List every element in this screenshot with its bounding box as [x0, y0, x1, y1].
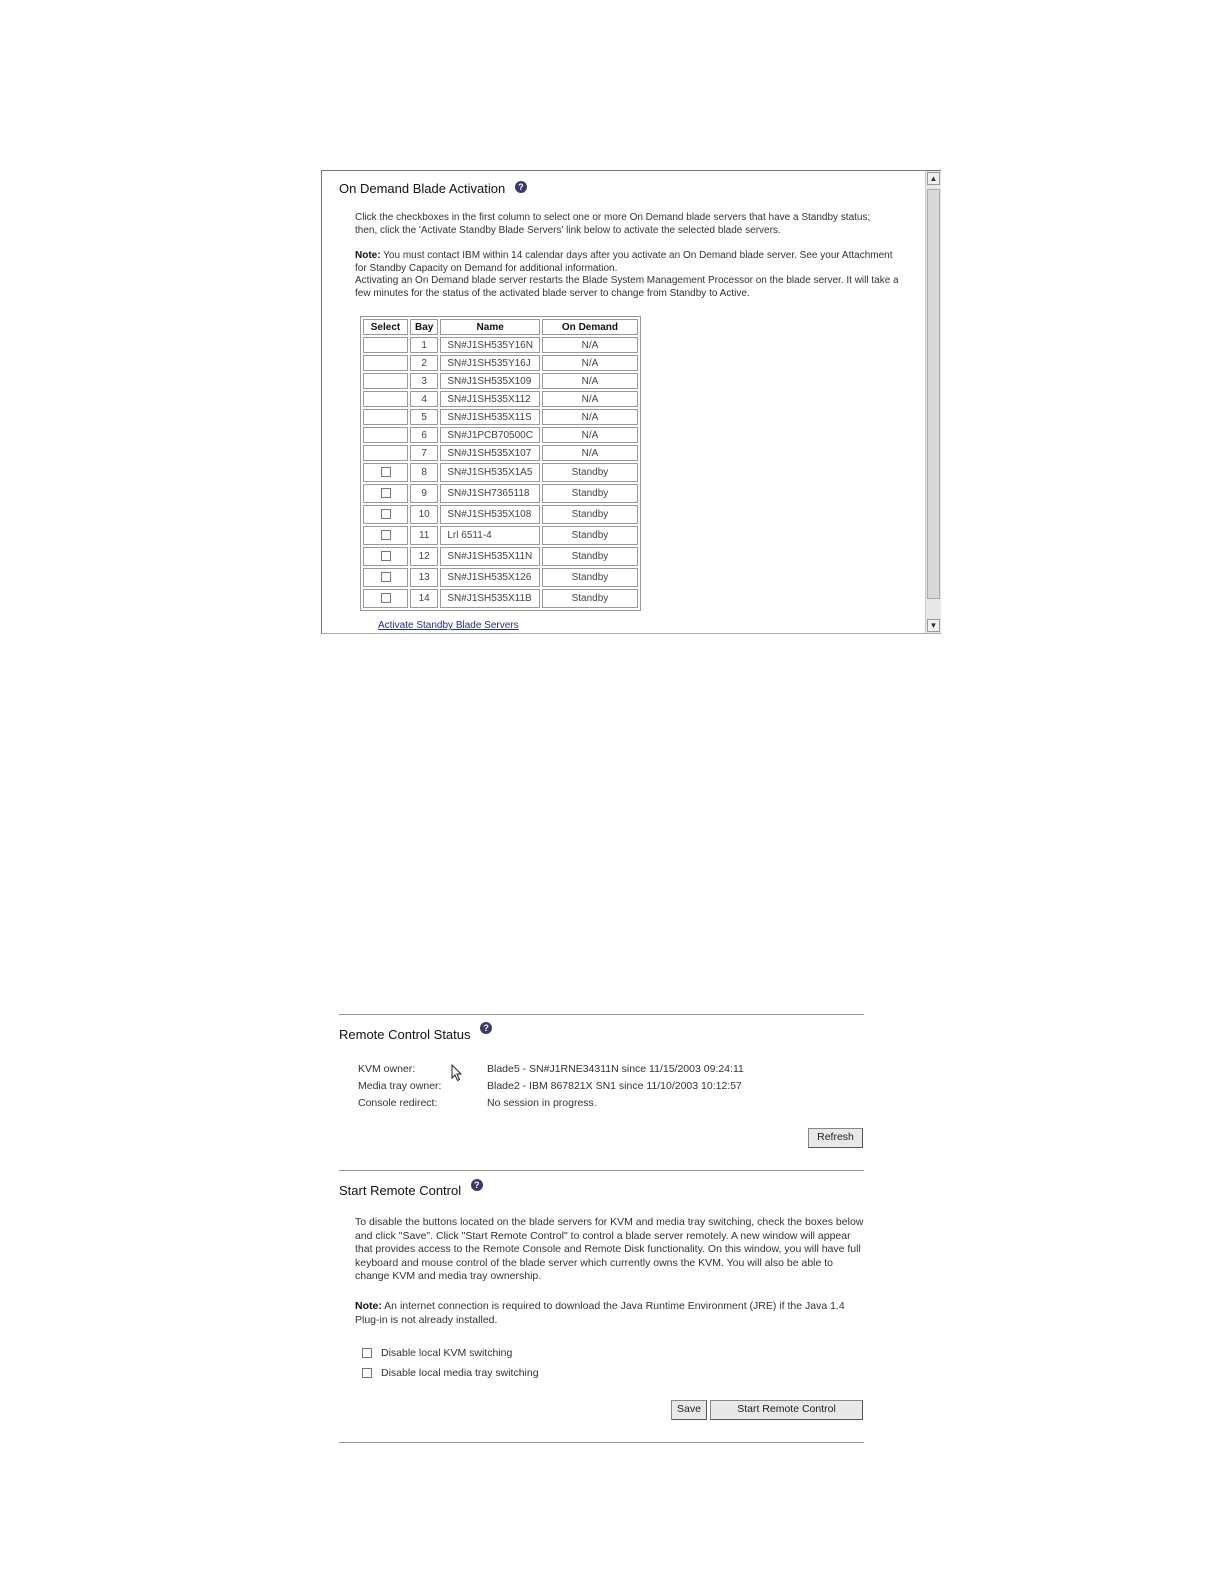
bay-cell: 8 — [410, 463, 438, 482]
start-remote-note — [355, 1300, 865, 1327]
select-checkbox[interactable] — [381, 488, 391, 498]
save-button[interactable]: Save — [671, 1400, 707, 1420]
select-cell — [363, 355, 408, 371]
on-demand-status-cell: N/A — [542, 355, 638, 371]
bay-cell: 12 — [410, 547, 438, 566]
on-demand-status-cell: Standby — [542, 484, 638, 503]
scroll-thumb[interactable] — [927, 189, 940, 599]
bay-cell: 13 — [410, 568, 438, 587]
help-icon[interactable]: ? — [471, 1179, 483, 1191]
name-cell: SN#J1SH535X112 — [440, 391, 540, 407]
bay-cell: 10 — [410, 505, 438, 524]
name-cell: SN#J1SH535X1A5 — [440, 463, 540, 482]
bay-cell: 11 — [410, 526, 438, 545]
name-cell: SN#J1SH535X107 — [440, 445, 540, 461]
table-row — [363, 373, 638, 389]
on-demand-status-cell: N/A — [542, 373, 638, 389]
column-header-bay: Bay — [410, 319, 438, 335]
select-checkbox[interactable] — [381, 467, 391, 477]
select-checkbox[interactable] — [381, 530, 391, 540]
console-redirect-value: No session in progress. — [487, 1097, 597, 1109]
kvm-owner-value: Blade5 - SN#J1RNE34311N since 11/15/2003 09:24:11 — [487, 1063, 744, 1075]
on-demand-status-cell: N/A — [542, 391, 638, 407]
column-header-on-demand: On Demand — [542, 319, 638, 335]
note-text: An internet connection is required to download the Java Runtime Environment (JRE) if the Java 1.4 Plug-in is not already installed. — [355, 1300, 845, 1326]
bay-cell: 7 — [410, 445, 438, 461]
help-icon[interactable]: ? — [515, 181, 527, 193]
name-cell: Lrl 6511-4 — [440, 526, 540, 545]
disable-kvm-label: Disable local KVM switching — [381, 1347, 513, 1359]
on-demand-status-cell: Standby — [542, 505, 638, 524]
name-cell: SN#J1SH535X109 — [440, 373, 540, 389]
on-demand-status-cell: Standby — [542, 463, 638, 482]
divider — [339, 1170, 864, 1171]
name-cell: SN#J1SH7365118 — [440, 484, 540, 503]
on-demand-intro: Click the checkboxes in the first column to select one or more On Demand blade servers that have a Standby status; then, click the 'Activate Standby Blade Servers' link below to activate the selected blade servers. — [355, 212, 871, 236]
scroll-down-arrow-icon[interactable]: ▼ — [927, 619, 940, 632]
note-text: You must contact IBM within 14 calendar days after you activate an On Demand blade server. See your Attachment for Standby Capacity on Demand for additional information. — [355, 250, 893, 274]
disable-kvm-checkbox[interactable] — [362, 1348, 372, 1358]
on-demand-title: On Demand Blade Activation — [339, 181, 506, 196]
bay-cell: 3 — [410, 373, 438, 389]
select-checkbox[interactable] — [381, 593, 391, 603]
table-row — [363, 568, 638, 587]
name-cell: SN#J1SH535X11B — [440, 589, 540, 608]
select-cell — [363, 589, 408, 608]
table-row — [363, 463, 638, 482]
select-cell — [363, 409, 408, 425]
select-cell — [363, 568, 408, 587]
on-demand-status-cell: Standby — [542, 589, 638, 608]
table-row — [363, 547, 638, 566]
select-cell — [363, 547, 408, 566]
table-row — [363, 484, 638, 503]
start-remote-title: Start Remote Control — [339, 1183, 462, 1198]
kvm-owner-label: KVM owner: — [358, 1063, 416, 1075]
select-cell — [363, 337, 408, 353]
table-row — [363, 589, 638, 608]
disable-media-tray-row — [362, 1367, 539, 1379]
on-demand-title-row — [339, 181, 527, 196]
start-remote-intro: To disable the buttons located on the blade servers for KVM and media tray switching, check the boxes below and click "Save". Click "Start Remote Control" to control a blade server remotely. A new window will appear that provides access to the Remote Console and Remote Disk functionality. On this window, you will have full keyboard and mouse control of the blade server which currently owns the KVM. You will also be able to change KVM and media tray ownership. — [355, 1216, 864, 1282]
bay-cell: 5 — [410, 409, 438, 425]
table-row — [363, 427, 638, 443]
console-redirect-label: Console redirect: — [358, 1097, 438, 1109]
on-demand-status-cell: N/A — [542, 409, 638, 425]
disable-media-tray-checkbox[interactable] — [362, 1368, 372, 1378]
select-cell — [363, 445, 408, 461]
name-cell: SN#J1PCB70500C — [440, 427, 540, 443]
select-cell — [363, 427, 408, 443]
name-cell: SN#J1SH535X11N — [440, 547, 540, 566]
bay-cell: 2 — [410, 355, 438, 371]
refresh-button[interactable]: Refresh — [808, 1128, 863, 1148]
media-tray-owner-label: Media tray owner: — [358, 1080, 442, 1092]
divider — [339, 1442, 864, 1443]
table-header-row — [363, 319, 638, 335]
table-row — [363, 337, 638, 353]
on-demand-status-cell: Standby — [542, 547, 638, 566]
column-header-name: Name — [440, 319, 540, 335]
on-demand-status-cell: Standby — [542, 526, 638, 545]
table-row — [363, 526, 638, 545]
blade-bays-table — [360, 316, 641, 611]
scroll-up-arrow-icon[interactable]: ▲ — [927, 172, 940, 185]
help-icon[interactable]: ? — [480, 1022, 492, 1034]
start-remote-control-button[interactable]: Start Remote Control — [710, 1400, 863, 1420]
bay-cell: 4 — [410, 391, 438, 407]
activate-standby-link[interactable]: Activate Standby Blade Servers — [378, 620, 519, 631]
disable-kvm-row — [362, 1347, 512, 1359]
name-cell: SN#J1SH535X126 — [440, 568, 540, 587]
note-label: Note: — [355, 250, 381, 261]
on-demand-status-cell: N/A — [542, 427, 638, 443]
note-label: Note: — [355, 1300, 382, 1312]
select-cell — [363, 526, 408, 545]
on-demand-panel — [321, 170, 941, 634]
on-demand-content — [322, 171, 924, 633]
divider — [339, 1014, 864, 1015]
table-row — [363, 391, 638, 407]
select-cell — [363, 463, 408, 482]
select-checkbox[interactable] — [381, 551, 391, 561]
bay-cell: 1 — [410, 337, 438, 353]
name-cell: SN#J1SH535X108 — [440, 505, 540, 524]
vertical-scrollbar[interactable] — [925, 171, 941, 633]
name-cell: SN#J1SH535X11S — [440, 409, 540, 425]
on-demand-status-cell: N/A — [542, 445, 638, 461]
on-demand-status-cell: Standby — [542, 568, 638, 587]
select-checkbox[interactable] — [381, 572, 391, 582]
table-row — [363, 355, 638, 371]
name-cell: SN#J1SH535Y16N — [440, 337, 540, 353]
remote-status-title: Remote Control Status — [339, 1027, 471, 1042]
bay-cell: 6 — [410, 427, 438, 443]
disable-media-tray-label: Disable local media tray switching — [381, 1367, 539, 1379]
bay-cell: 14 — [410, 589, 438, 608]
table-body — [363, 337, 638, 608]
column-header-select: Select — [363, 319, 408, 335]
remote-status-title-row — [339, 1023, 492, 1042]
on-demand-note — [355, 250, 903, 300]
table-row — [363, 409, 638, 425]
select-cell — [363, 391, 408, 407]
note-text-2: Activating an On Demand blade server restarts the Blade System Management Processor on the blade server. It will take a few minutes for the status of the activated blade server to change from Standby to Active. — [355, 275, 899, 299]
media-tray-owner-value: Blade2 - IBM 867821X SN1 since 11/10/2003 10:12:57 — [487, 1080, 742, 1092]
select-cell — [363, 505, 408, 524]
select-checkbox[interactable] — [381, 509, 391, 519]
start-remote-title-row — [339, 1180, 483, 1198]
select-cell — [363, 484, 408, 503]
name-cell: SN#J1SH535Y16J — [440, 355, 540, 371]
table-row — [363, 505, 638, 524]
on-demand-status-cell: N/A — [542, 337, 638, 353]
mouse-pointer-icon — [451, 1064, 463, 1082]
select-cell — [363, 373, 408, 389]
table-row — [363, 445, 638, 461]
bay-cell: 9 — [410, 484, 438, 503]
